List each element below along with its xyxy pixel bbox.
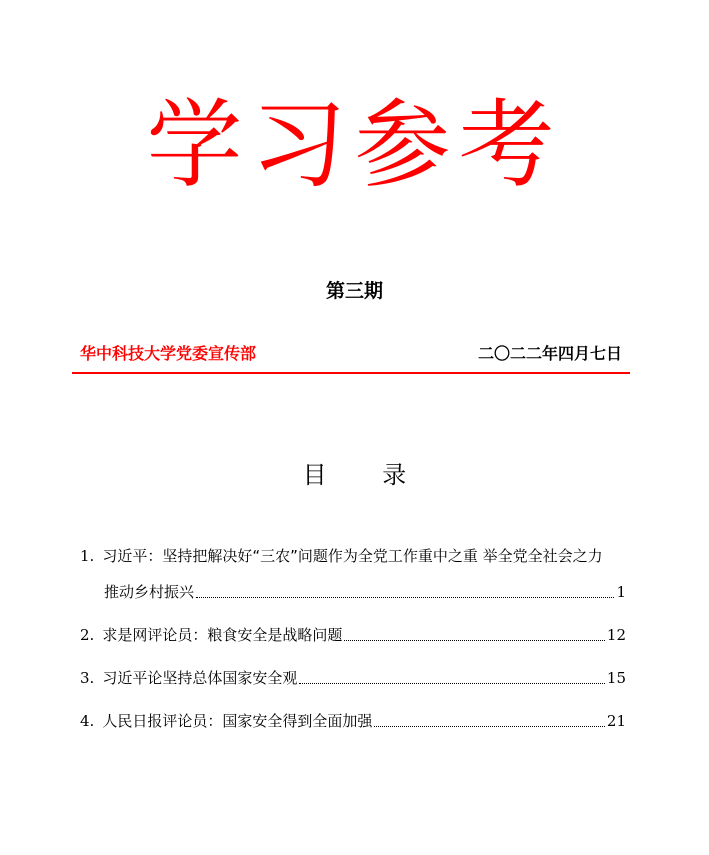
toc-entry-1-continued[interactable] bbox=[104, 581, 626, 603]
publication-info bbox=[72, 342, 630, 366]
publication-date: 二〇二二年四月七日 bbox=[477, 344, 622, 363]
toc-entry-number: 1. bbox=[80, 547, 95, 565]
toc-entry-page: 12 bbox=[606, 626, 626, 644]
toc-entry-page: 1 bbox=[616, 583, 626, 601]
dot-leader bbox=[299, 683, 605, 684]
issue-number: 第三期 bbox=[325, 280, 383, 302]
toc-entry-title: 习近平：坚持把解决好“三农”问题作为全党工作重中之重 举全党全社会之力 bbox=[102, 547, 603, 565]
toc-entry-number: 3. bbox=[80, 669, 95, 687]
toc-entry-title: 求是网评论员：粮食安全是战略问题 bbox=[102, 626, 343, 644]
toc-entry-2[interactable] bbox=[80, 624, 626, 646]
publisher-name: 华中科技大学党委宣传部 bbox=[80, 344, 257, 363]
dot-leader bbox=[374, 726, 605, 727]
toc-entry-title-continued: 推动乡村振兴 bbox=[104, 583, 195, 601]
toc-entry-title: 习近平论坚持总体国家安全观 bbox=[102, 669, 298, 687]
toc-entry-title: 人民日报评论员：国家安全得到全面加强 bbox=[102, 712, 373, 730]
toc-entry-3[interactable] bbox=[80, 667, 626, 689]
toc-entry-page: 15 bbox=[606, 669, 626, 687]
toc-heading: 目 录 bbox=[302, 461, 431, 489]
toc-entry-1[interactable] bbox=[80, 545, 626, 567]
toc-entry-number: 4. bbox=[80, 712, 95, 730]
masthead-title: 学习参考 bbox=[146, 89, 563, 201]
toc-entry-page: 21 bbox=[606, 712, 626, 730]
toc-entry-number: 2. bbox=[80, 626, 95, 644]
dot-leader bbox=[196, 597, 614, 598]
toc-entry-4[interactable] bbox=[80, 710, 626, 732]
red-divider bbox=[72, 372, 630, 374]
dot-leader bbox=[344, 640, 605, 641]
